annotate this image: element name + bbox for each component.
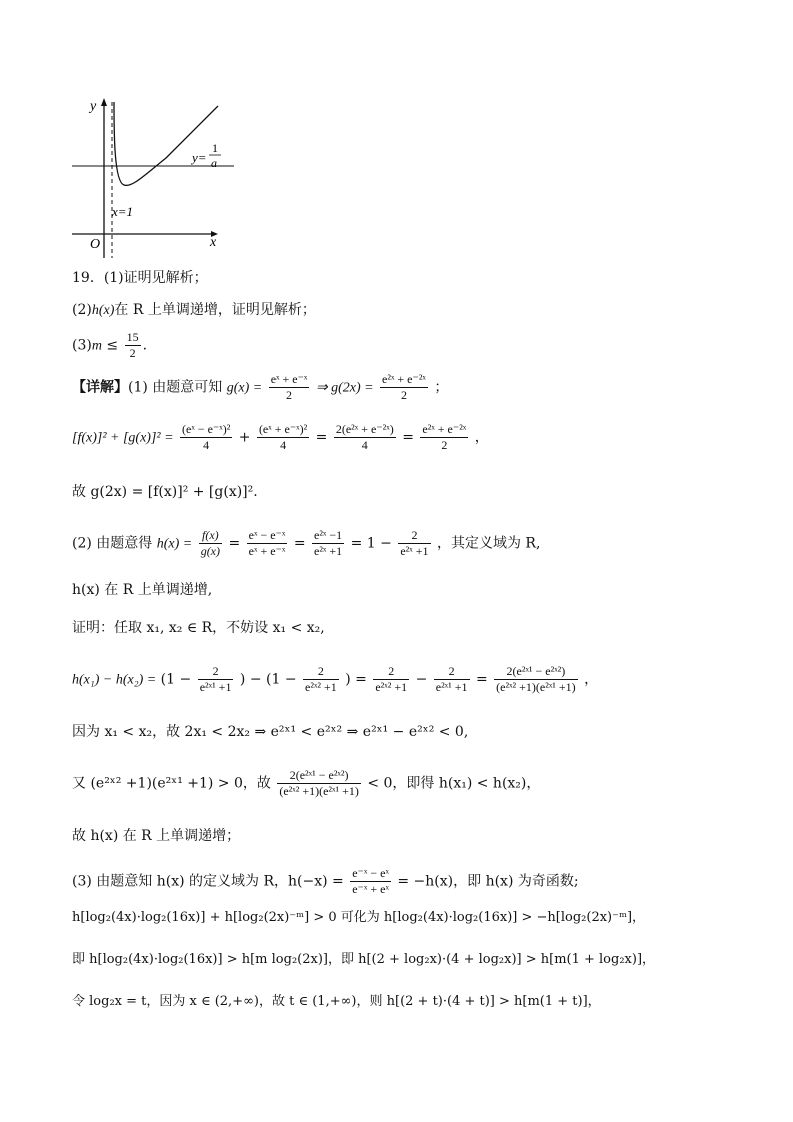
detail-frac: $\frac{\text{e⁻ˣ − eˣ}}{\text{e⁻ˣ + eˣ}}$ [352,866,389,896]
detail-frac: $\frac{\text{e²ˣ + e⁻²ˣ}}{2}$ [382,372,426,402]
detail-line-12: h[log₂(4x)·log₂(16x)] + h[log₂(2x)⁻ᵐ] > 0 可化为 h[log₂(4x)·log₂(16x)] > −h[log₂(2x)⁻ᵐ]， [72,910,646,925]
horizontal-line-label: y= [192,150,207,165]
detail-line-7: h(x₁) − h(x₂) = (1 − $\frac{2}{\text{e²ˣ¹ +1}}$ ) − (1 − $\frac{2}{\text{e²ˣ² +1}}$ ) = $\frac{2}{\text{e²ˣ² +1}}$ − $\frac{2}{\text{e²ˣ¹ +1}}$ = $\frac{\text{2(e²ˣ¹ − e²ˣ²)}}{\text{(e²ˣ² +1)(e²ˣ¹ +1)}}$ ， [72,664,599,694]
detail-line-9: 又 (e²ˣ² +1)(e²ˣ¹ +1) > 0，故 $\frac{\text{2(e²ˣ¹ − e²ˣ²)}}{\text{(e²ˣ² +1)(e²ˣ¹ +1)}}$ < 0，即得 h(x₁) < h(x₂)， [72,768,541,798]
x-axis-label: x [210,235,217,250]
answer-19-3: (3)m ≤ $\frac{15}{2}$ . [72,330,148,360]
detail-line-3: 故 g(2x) = [f(x)]² + [g(x)]². [72,484,258,500]
detail-frac: $\frac{\text{e²ˣ + e⁻²ˣ}}{2}$ [422,422,467,452]
detail-line-6: 证明：任取 x₁, x₂ ∈ R，不妨设 x₁ < x₂, [72,620,325,636]
detail-label: 【详解】 [72,379,128,396]
function-curve [114,102,218,185]
detail-frac: $\frac{2}{\text{e²ˣ¹ +1}}$ [199,664,232,694]
horizontal-line-den: a [211,156,217,170]
detail-line-1: 【详解】(1) 由题意可知 g(x) = $\frac{\text{eˣ + e⁻ˣ}}{2}$ ⇒ g(2x) = $\frac{\text{e²ˣ + e⁻²ˣ}}{2}$ ； [72,372,449,402]
y-axis-arrow [101,98,107,106]
function-graph [66,92,236,258]
detail-frac: $\frac{\text{eˣ − e⁻ˣ}}{\text{eˣ + e⁻ˣ}}$ [248,528,286,558]
detail-frac: $\frac{\text{(eˣ − e⁻ˣ)²}}{4}$ [182,422,231,452]
origin-label: O [90,237,101,252]
detail-frac: $\frac{\text{2(e²ˣ¹ − e²ˣ²)}}{\text{(e²ˣ² +1)(e²ˣ¹ +1)}}$ [496,664,576,694]
detail-line-14: 令 log₂x = t，因为 x ∈ (2,+∞)，故 t ∈ (1,+∞)，则 h[(2 + t)·(4 + t)] > h[m(1 + t)]， [72,994,601,1009]
detail-line-13: 即 h[log₂(4x)·log₂(16x)] > h[m log₂(2x)]，即 h[(2 + log₂x)·(4 + log₂x)] > h[m(1 + log₂x)]， [72,952,656,967]
detail-frac: $\frac{\text{eˣ + e⁻ˣ}}{2}$ [270,372,308,402]
asymptote-label: x=1 [112,204,134,219]
detail-frac: $\frac{2}{\text{e²ˣ +1}}$ [400,528,429,558]
detail-frac: $\frac{2}{\text{e²ˣ¹ +1}}$ [435,664,468,694]
detail-line-4: (2) 由题意得 h(x) = $\frac{f(x)}{g(x)}$ = $\frac{\text{eˣ − e⁻ˣ}}{\text{eˣ + e⁻ˣ}}$ = $\frac{\text{e²ˣ −1}}{\text{e²ˣ +1}}$ = 1 − $\frac{2}{\text{e²ˣ +1}}$ ，其定义域为 R, [72,528,541,558]
detail-line-11: (3) 由题意知 h(x) 的定义域为 R，h(−x) = $\frac{\text{e⁻ˣ − eˣ}}{\text{e⁻ˣ + eˣ}}$ = −h(x)，即 h(x) 为奇函数; [72,866,579,896]
y-axis-label: y [90,99,97,114]
answer-19-3-fraction: $\frac{15}{2}$ [126,330,139,360]
detail-frac: $\frac{\text{2(e²ˣ¹ − e²ˣ²)}}{\text{(e²ˣ² +1)(e²ˣ¹ +1)}}$ [279,768,359,798]
horizontal-line-num: 1 [212,141,218,155]
detail-line-8: 因为 x₁ < x₂，故 2x₁ < 2x₂ ⇒ e²ˣ¹ < e²ˣ² ⇒ e²ˣ¹ − e²ˣ² < 0, [72,724,469,740]
detail-frac: $\frac{\text{2(e²ˣ + e⁻²ˣ)}}{4}$ [335,422,394,452]
detail-line-5: h(x) 在 R 上单调递增, [72,582,213,598]
answer-19-head: 19．(1)证明见解析； [72,270,208,286]
detail-frac: $\frac{2}{\text{e²ˣ² +1}}$ [305,664,337,694]
answer-19-2: (2)h(x)在 R 上单调递增，证明见解析； [72,302,316,318]
detail-line-10: 故 h(x) 在 R 上单调递增； [72,828,241,844]
detail-frac: $\frac{f(x)}{g(x)}$ [200,528,221,558]
detail-line-2: [f(x)]² + [g(x)]² = $\frac{\text{(eˣ − e⁻ˣ)²}}{4}$ + $\frac{\text{(eˣ + e⁻ˣ)²}}{4}$ = $\frac{\text{2(e²ˣ + e⁻²ˣ)}}{4}$ = $\frac{\text{e²ˣ + e⁻²ˣ}}{2}$ ， [72,422,489,452]
detail-frac: $\frac{\text{(eˣ + e⁻ˣ)²}}{4}$ [258,422,308,452]
detail-frac: $\frac{\text{e²ˣ −1}}{\text{e²ˣ +1}}$ [314,528,343,558]
detail-frac: $\frac{2}{\text{e²ˣ² +1}}$ [375,664,408,694]
